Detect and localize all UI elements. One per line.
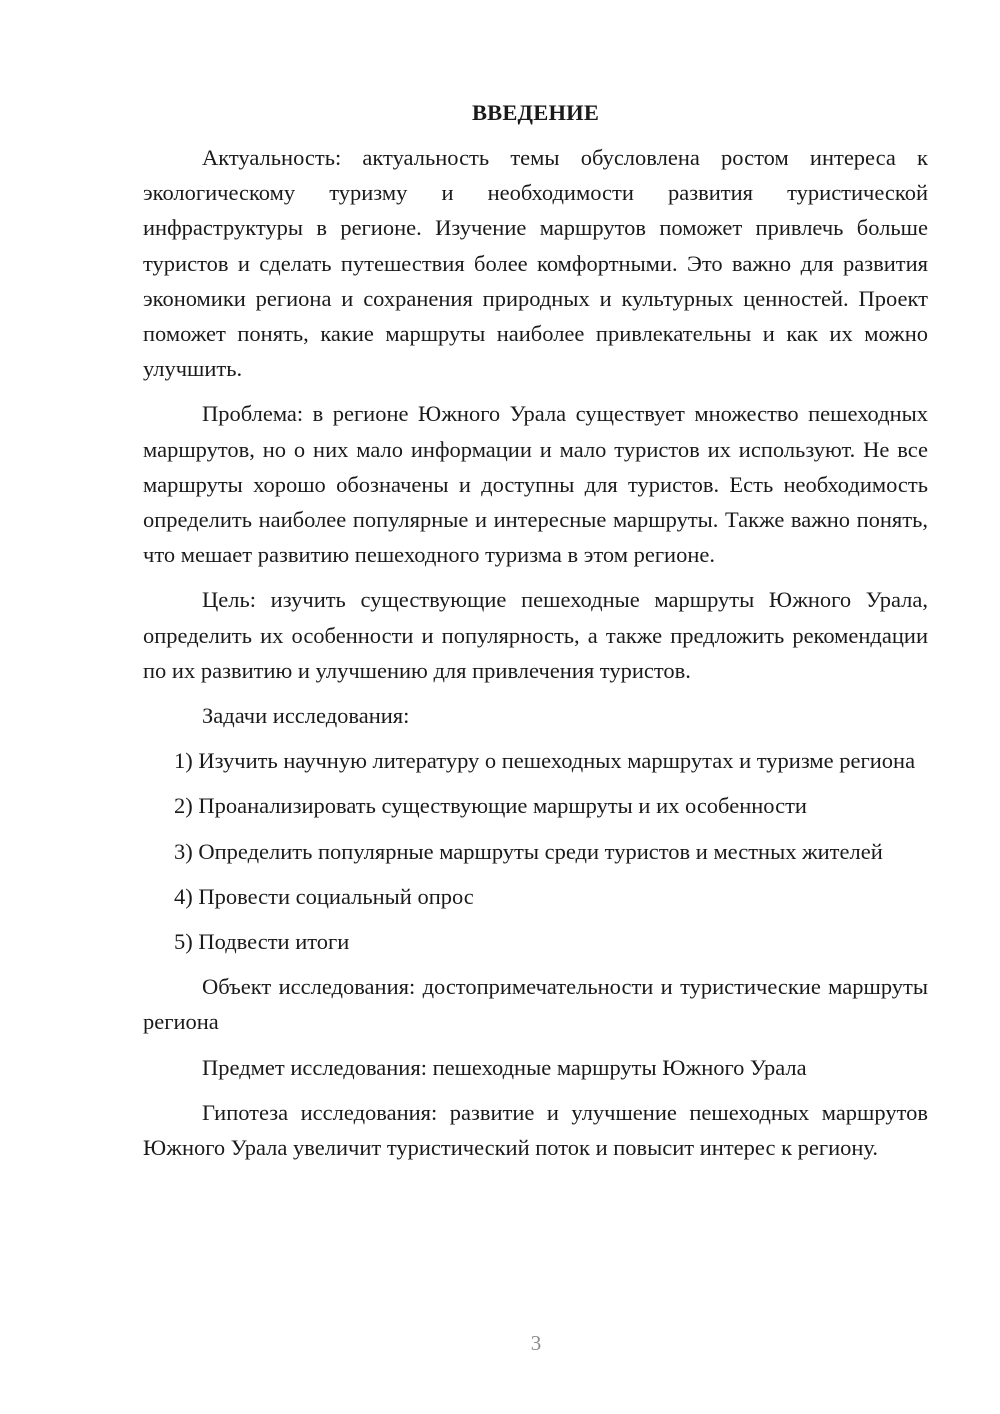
task-item-2: 2) Проанализировать существующие маршруты и их особенности xyxy=(174,793,807,819)
task-item-4: 4) Провести социальный опрос xyxy=(174,883,474,909)
section-title: ВВЕДЕНИЕ xyxy=(471,100,600,125)
paragraph-subject: Предмет исследования: пешеходные маршруты Южного Урала xyxy=(202,1054,807,1080)
task-item-5: 5) Подвести итоги xyxy=(174,929,350,955)
page-content xyxy=(143,95,928,1175)
paragraph-problem: Проблема: в регионе Южного Урала существует множество пешеходных маршрутов, но о них мало информации и мало туристов их используют. Не все маршруты хорошо обозначены и доступны для туристов. Есть необходимость определить наиболее популярные и интересные маршруты. Также важно понять, что мешает развитию пешеходного туризма в этом регионе. xyxy=(143,401,928,568)
paragraph-object: Объект исследования: достопримечательности и туристические маршруты региона xyxy=(143,974,928,1035)
paragraph-relevance: Актуальность: актуальность темы обусловлена ростом интереса к экологическому туризму и необходимости развития туристической инфраструктуры в регионе. Изучение маршрутов поможет привлечь больше туристов и сделать путешествия более комфортными. Это важно для развития экономики региона и сохранения природных и культурных ценностей. Проект поможет понять, какие маршруты наиболее привлекательны и как их можно улучшить. xyxy=(143,145,928,382)
page-number: 3 xyxy=(530,1331,542,1355)
paragraph-goal: Цель: изучить существующие пешеходные маршруты Южного Урала, определить их особенности и популярность, а также предложить рекомендации по их развитию и улучшению для привлечения туристов. xyxy=(143,587,928,683)
task-item-3: 3) Определить популярные маршруты среди туристов и местных жителей xyxy=(174,838,883,864)
paragraph-hypothesis: Гипотеза исследования: развитие и улучшение пешеходных маршрутов Южного Урала увеличит туристический поток и повысит интерес к региону. xyxy=(143,1099,928,1161)
task-item-1: 1) Изучить научную литературу о пешеходных маршрутах и туризме региона xyxy=(174,748,916,774)
paragraph-tasks-heading: Задачи исследования: xyxy=(202,703,410,729)
